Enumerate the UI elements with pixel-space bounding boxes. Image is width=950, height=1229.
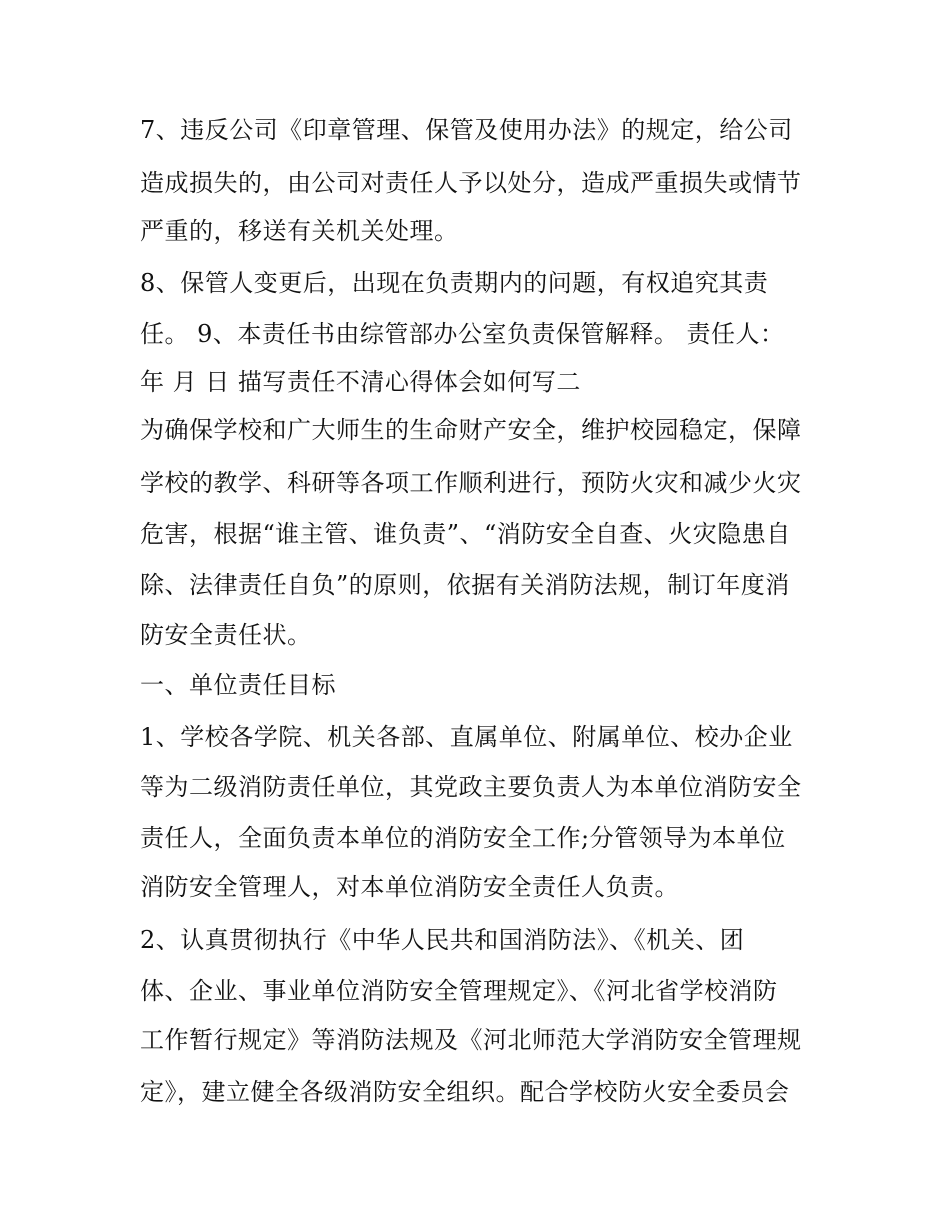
- section-heading: 一、单位责任目标: [140, 671, 336, 699]
- text-line: 除、法律责任自负”的原则，依据有关消防法规，制订年度消: [140, 571, 790, 599]
- text-line: 学校的教学、科研等各项工作顺利进行，预防火灾和减少火灾: [140, 469, 802, 497]
- text-line: 造成损失的，由公司对责任人予以处分，造成严重损失或情节: [140, 169, 802, 197]
- text-line: 年 月 日 描写责任不清心得体会如何写二: [140, 368, 581, 396]
- text-line: 7、违反公司《印章管理、保管及使用办法》的规定，给公司: [140, 116, 793, 144]
- text-line: 工作暂行规定》等消防法规及《河北师范大学消防安全管理规: [140, 1026, 802, 1054]
- text-line: 严重的，移送有关机关处理。: [140, 217, 459, 245]
- text-line: 防安全责任状。: [140, 621, 312, 649]
- text-line: 1、学校各学院、机关各部、直属单位、附属单位、校办企业: [140, 723, 793, 751]
- text-line: 等为二级消防责任单位，其党政主要负责人为本单位消防安全: [140, 773, 802, 801]
- text-line: 8、保管人变更后，出现在负责期内的问题，有权追究其责: [140, 269, 769, 297]
- text-line: 体、企业、事业单位消防安全管理规定》、《河北省学校消防: [140, 977, 778, 1005]
- text-line: 定》，建立健全各级消防安全组织。配合学校防火安全委员会: [140, 1078, 790, 1106]
- text-line: 责任人，全面负责本单位的消防安全工作;分管领导为本单位: [140, 824, 786, 852]
- text-line: 危害，根据“谁主管、谁负责”、“消防安全自查、火灾隐患自: [140, 520, 791, 548]
- text-line: 任。 9、本责任书由综管部办公室负责保管解释。 责任人：: [140, 320, 785, 348]
- text-line: 为确保学校和广大师生的生命财产安全，维护校园稳定，保障: [140, 416, 802, 444]
- text-line: 2、认真贯彻执行《中华人民共和国消防法》、《机关、团: [140, 926, 745, 954]
- text-line: 消防安全管理人，对本单位消防安全责任人负责。: [140, 873, 679, 901]
